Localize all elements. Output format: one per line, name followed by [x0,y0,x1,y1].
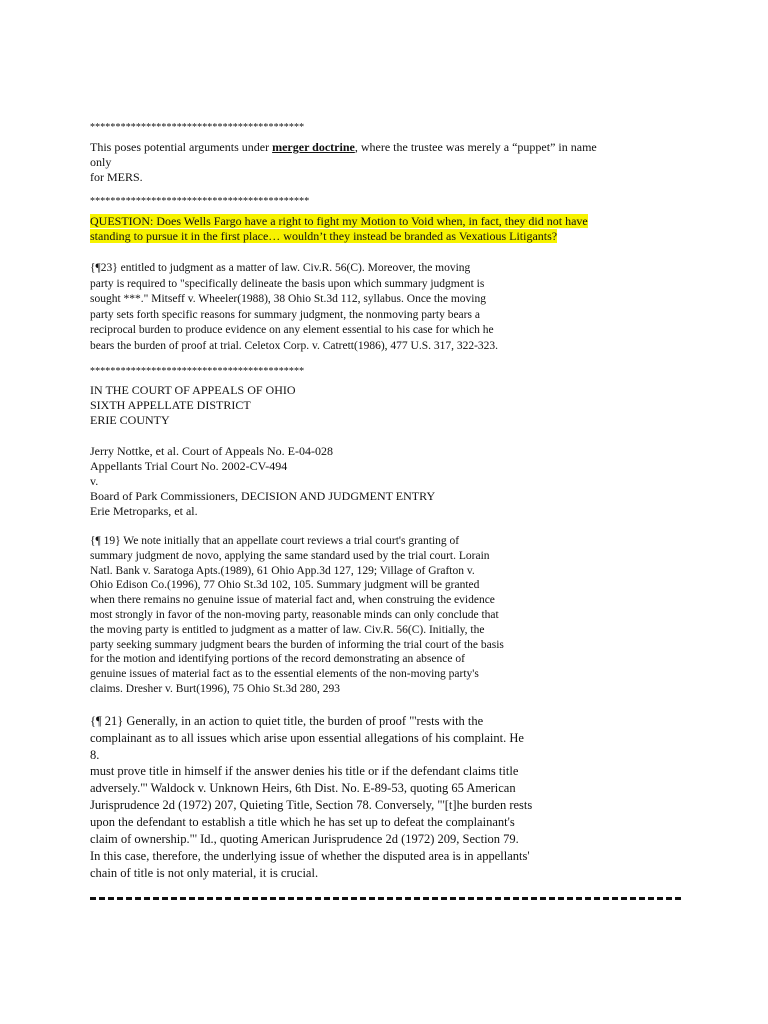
text-line: complainant as to all issues which arise upon essential allegations of his complaint. He [90,730,524,745]
text-line: genuine issues of material fact as to the essential elements of the non-moving party's [90,668,479,681]
paragraph-19 [90,534,690,697]
text-line: party seeking summary judgment bears the burden of informing the trial court of the basis [90,638,504,651]
text-line: bears the burden of proof at trial. Celetox Corp. v. Catrett(1986), 477 U.S. 317, 322-323. [90,339,499,352]
caption-line: Erie Metroparks, et al. [90,504,198,518]
text-line: reciprocal burden to produce evidence on any element essential to his case for which he [90,324,494,336]
separator-stars: ****************************************** [90,122,305,133]
merger-doctrine-term: merger doctrine [272,140,355,154]
separator-stars: ******************************************* [90,196,310,207]
page-number-fragment: 8. [90,747,100,762]
text-line: when there remains no genuine issue of material fact and, when construing the evidence [90,594,495,607]
separator-stars: ****************************************** [90,366,305,377]
court-line: IN THE COURT OF APPEALS OF OHIO [90,383,296,397]
caption-line: Appellants Trial Court No. 2002-CV-494 [90,459,288,473]
paragraph-21 [90,713,690,882]
text-line: claim of ownership."' Id., quoting American Jurisprudence 2d (1972) 209, Section 79. [90,832,519,847]
text-line: In this case, therefore, the underlying issue of whether the disputed area is in appellants' [90,849,530,864]
text-line: only [90,155,112,169]
text-line: the moving party is entitled to judgment as a matter of law. Civ.R. 56(C). Initially, the [90,623,485,636]
text-line: most strongly in favor of the non-moving party, reasonable minds can only conclude that [90,608,499,621]
text-line: summary judgment de novo, applying the same standard used by the trial court. Lorain [90,549,490,562]
text-line: Ohio Edison Co.(1996), 77 Ohio St.3d 102, 105. Summary judgment will be granted [90,579,480,592]
caption-line: v. [90,474,99,488]
text-line: party is required to "specifically delineate the basis upon which summary judgment is [90,277,485,290]
text-line: Jurisprudence 2d (1972) 207, Quieting Title, Section 78. Conversely, "'[t]he burden rests [90,798,533,813]
caption-line: Jerry Nottke, et al. Court of Appeals No. E-04-028 [90,444,333,458]
text-line: must prove title in himself if the answer denies his title or if the defendant claims title [90,764,519,779]
document-page [90,118,690,882]
paragraph-23 [90,261,690,354]
court-line: SIXTH APPELLATE DISTRICT [90,398,251,412]
text-line: {¶23} entitled to judgment as a matter of law. Civ.R. 56(C). Moreover, the moving [90,262,471,274]
caption-line: Board of Park Commissioners, DECISION AND JUDGMENT ENTRY [90,489,436,503]
text-line: adversely."' Waldock v. Unknown Heirs, 6th Dist. No. E-89-53, quoting 65 American [90,781,516,796]
text-line: {¶ 21} Generally, in an action to quiet title, the burden of proof "'rests with the [90,713,484,728]
question-line: standing to pursue it in the first place… wouldn’t they instead be branded as Vexatious Litigants? [90,229,558,243]
text-line: for the motion and identifying portions of the record demonstrating an absence of [90,653,465,666]
court-heading [90,383,690,428]
highlighted-question [90,214,690,244]
text-line: Natl. Bank v. Saratoga Apts.(1989), 61 Ohio App.3d 127, 129; Village of Grafton v. [90,564,475,577]
court-line: ERIE COUNTY [90,413,170,427]
text-line: claims. Dresher v. Burt(1996), 75 Ohio St.3d 280, 293 [90,682,340,695]
question-line: QUESTION: Does Wells Fargo have a right to fight my Motion to Void when, in fact, they did not have [90,214,588,228]
text-line: {¶ 19} We note initially that an appellate court reviews a trial court's granting of [90,535,460,547]
text-line: for MERS. [90,170,143,184]
text-line: upon the defendant to establish a title which he has set up to defeat the complainant's [90,815,515,830]
text-line: sought ***." Mitseff v. Wheeler(1988), 38 Ohio St.3d 112, syllabus. Once the moving [90,293,486,305]
text-line: party sets forth specific reasons for summary judgment, the nonmoving party bears a [90,308,480,321]
case-caption [90,444,690,519]
text-line: chain of title is not only material, it is crucial. [90,865,319,880]
dashed-divider [90,897,681,900]
merger-doctrine-line: This poses potential arguments under merger doctrine, where the trustee was merely a “puppet” in name [90,140,597,154]
